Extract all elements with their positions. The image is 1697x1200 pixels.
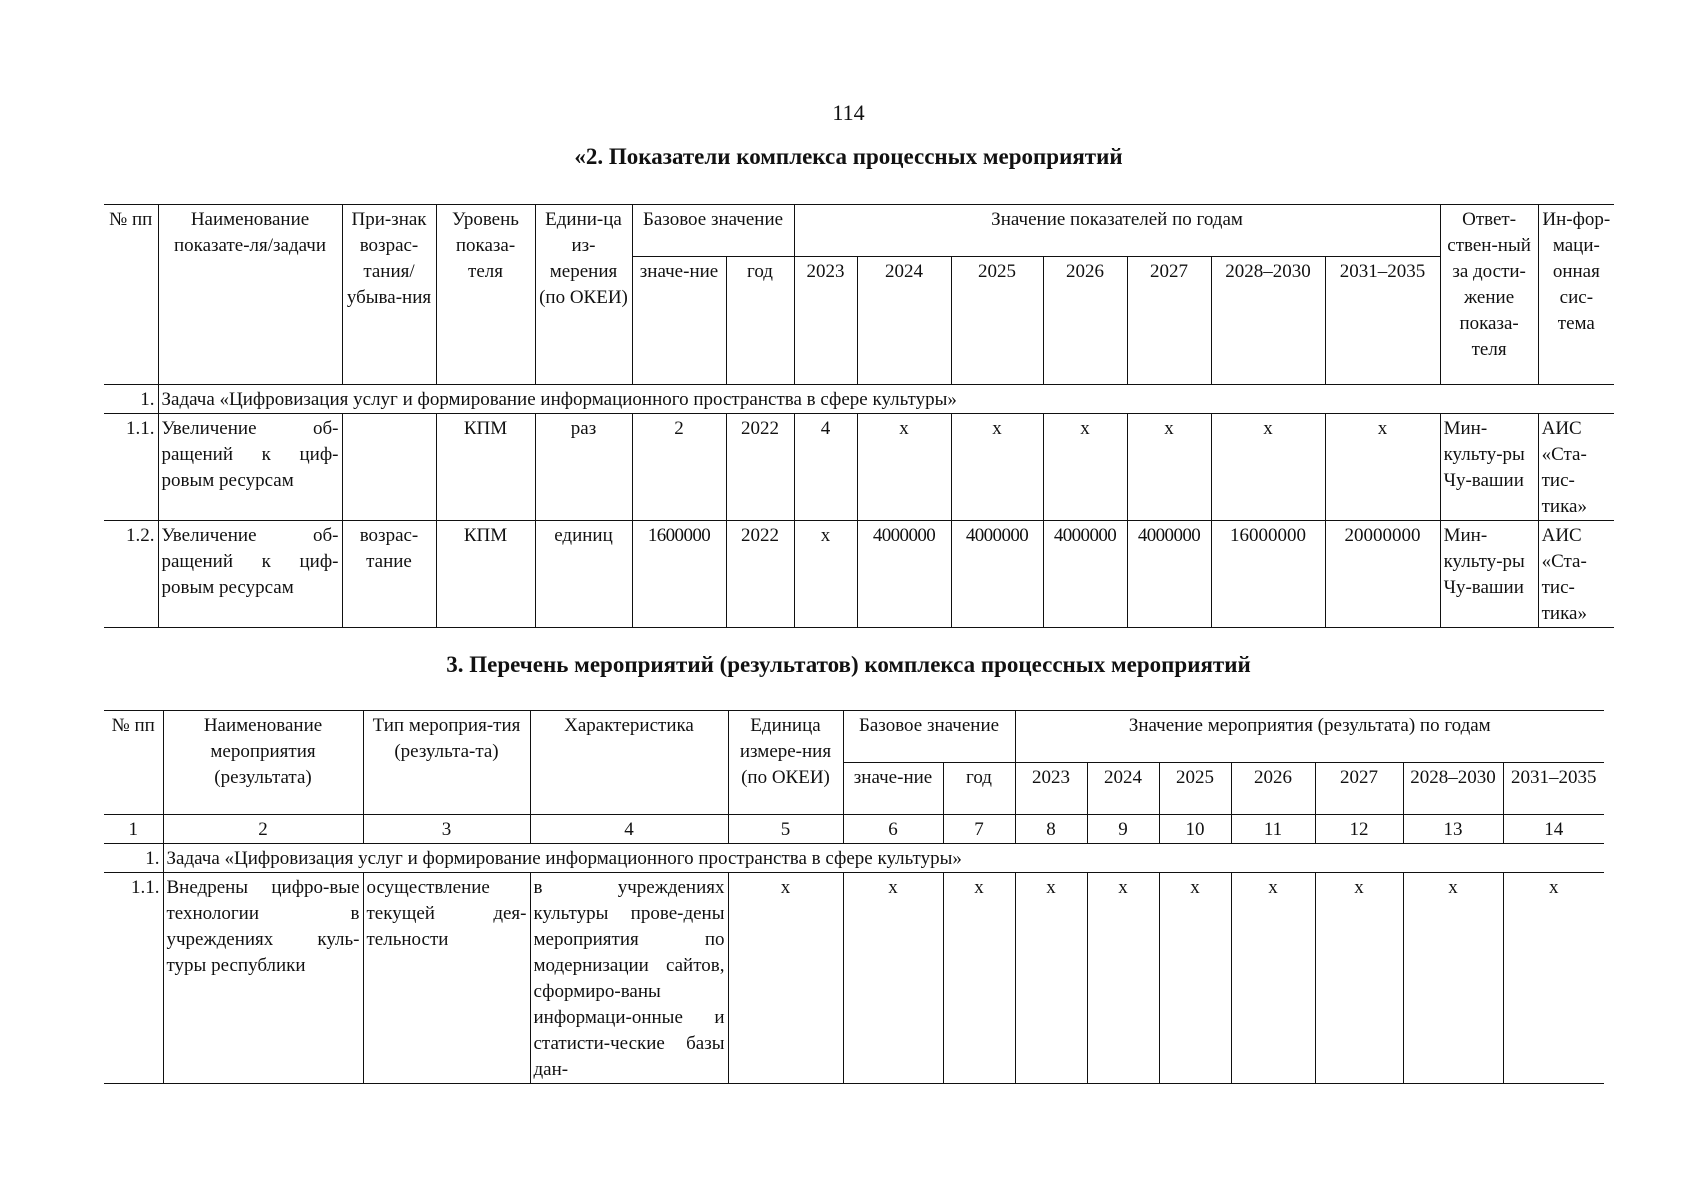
row-value: х (857, 414, 951, 521)
header-base-year: год (726, 257, 794, 385)
column-numbers-row (104, 815, 1604, 844)
row-base-year: 2022 (726, 414, 794, 521)
row-name: Увеличение об-ращений к циф-ровым ресурсам (158, 521, 342, 628)
row-value: х (1403, 873, 1503, 1084)
header-year: 2027 (1315, 763, 1403, 815)
task-row (104, 385, 1614, 414)
table-header-row (104, 711, 1604, 763)
column-number: 8 (1015, 815, 1087, 844)
table-row (104, 414, 1614, 521)
header-year: 2031–2035 (1325, 257, 1440, 385)
header-years-group: Значение мероприятия (результата) по годам (1015, 711, 1604, 763)
row-value: х (951, 414, 1043, 521)
row-characteristic: в учреждениях культуры прове-дены мероприятия по модернизации сайтов, сформиро-ваны информаци-онные и статисти-ческие базы дан- (530, 873, 728, 1084)
header-characteristic: Характеристика (530, 711, 728, 815)
section-2-title: «2. Показатели комплекса процессных мероприятий (574, 144, 1123, 169)
row-unit: х (728, 873, 843, 1084)
row-value: х (1159, 873, 1231, 1084)
task-num: 1. (104, 385, 158, 414)
row-value: 4000000 (1127, 521, 1211, 628)
column-number: 9 (1087, 815, 1159, 844)
row-level: КПМ (436, 521, 535, 628)
column-number: 6 (843, 815, 943, 844)
row-base-year: х (943, 873, 1015, 1084)
table-row (104, 521, 1614, 628)
header-year: 2028–2030 (1211, 257, 1325, 385)
row-value: 4000000 (857, 521, 951, 628)
row-value: 4000000 (1043, 521, 1127, 628)
header-base: Базовое значение (843, 711, 1015, 763)
header-base-value: значе-ние (632, 257, 726, 385)
activities-table (104, 710, 1604, 1084)
row-unit: раз (535, 414, 632, 521)
header-num: № пп (104, 205, 158, 385)
task-text: Задача «Цифровизация услуг и формирование информационного пространства в сфере культуры» (163, 844, 1604, 873)
header-year: 2026 (1043, 257, 1127, 385)
section-3-title: 3. Перечень мероприятий (результатов) комплекса процессных мероприятий (446, 652, 1251, 677)
row-value: х (1503, 873, 1604, 1084)
row-type: осуществление текущей дея-тельности (363, 873, 530, 1084)
header-responsible: Ответ-ствен-ный за дости-жение показа-теля (1440, 205, 1538, 385)
row-value: х (1087, 873, 1159, 1084)
row-level: КПМ (436, 414, 535, 521)
row-base-year: 2022 (726, 521, 794, 628)
row-value: х (1315, 873, 1403, 1084)
column-number: 7 (943, 815, 1015, 844)
row-sign: возрас-тание (342, 521, 436, 628)
header-year: 2031–2035 (1503, 763, 1604, 815)
row-info: АИС «Ста-тис-тика» (1538, 521, 1614, 628)
header-unit: Едини-ца из-мерения (по ОКЕИ) (535, 205, 632, 385)
column-number: 4 (530, 815, 728, 844)
column-number: 3 (363, 815, 530, 844)
row-value: х (1325, 414, 1440, 521)
row-base-value: 2 (632, 414, 726, 521)
header-year: 2025 (1159, 763, 1231, 815)
header-sign: При-знак возрас-тания/ убыва-ния (342, 205, 436, 385)
header-unit: Единица измере-ния (по ОКЕИ) (728, 711, 843, 815)
row-num: 1.2. (104, 521, 158, 628)
row-value: х (794, 521, 857, 628)
row-num: 1.1. (104, 873, 163, 1084)
column-number: 2 (163, 815, 363, 844)
row-unit: единиц (535, 521, 632, 628)
row-num: 1.1. (104, 414, 158, 521)
row-value: х (1127, 414, 1211, 521)
header-year: 2023 (794, 257, 857, 385)
row-responsible: Мин-культу-ры Чу-вашии (1440, 521, 1538, 628)
row-sign (342, 414, 436, 521)
task-row (104, 844, 1604, 873)
header-name: Наименование мероприятия (результата) (163, 711, 363, 815)
column-number: 10 (1159, 815, 1231, 844)
header-base-year: год (943, 763, 1015, 815)
row-value: 20000000 (1325, 521, 1440, 628)
row-value: 4000000 (951, 521, 1043, 628)
task-num: 1. (104, 844, 163, 873)
column-number: 12 (1315, 815, 1403, 844)
header-year: 2023 (1015, 763, 1087, 815)
header-base-value: значе-ние (843, 763, 943, 815)
row-value: х (1211, 414, 1325, 521)
column-number: 5 (728, 815, 843, 844)
row-value: х (1043, 414, 1127, 521)
header-name: Наименование показате-ля/задачи (158, 205, 342, 385)
row-name: Внедрены цифро-вые технологии в учреждениях куль-туры республики (163, 873, 363, 1084)
header-num: № пп (104, 711, 163, 815)
header-year: 2024 (857, 257, 951, 385)
row-value: 4 (794, 414, 857, 521)
column-number: 14 (1503, 815, 1604, 844)
column-number: 1 (104, 815, 163, 844)
page-number: 114 (832, 100, 865, 125)
row-base-value: 1600000 (632, 521, 726, 628)
column-number: 11 (1231, 815, 1315, 844)
row-responsible: Мин-культу-ры Чу-вашии (1440, 414, 1538, 521)
indicators-table (104, 204, 1614, 628)
row-info: АИС «Ста-тис-тика» (1538, 414, 1614, 521)
header-year: 2026 (1231, 763, 1315, 815)
header-type: Тип мероприя-тия (результа-та) (363, 711, 530, 815)
row-base-value: х (843, 873, 943, 1084)
table-header-row (104, 205, 1614, 257)
header-year: 2024 (1087, 763, 1159, 815)
header-year: 2027 (1127, 257, 1211, 385)
header-info: Ин-фор-маци-онная сис-тема (1538, 205, 1614, 385)
column-number: 13 (1403, 815, 1503, 844)
row-value: 16000000 (1211, 521, 1325, 628)
header-level: Уровень показа-теля (436, 205, 535, 385)
header-years-group: Значение показателей по годам (794, 205, 1440, 257)
table-row (104, 873, 1604, 1084)
header-year: 2025 (951, 257, 1043, 385)
header-year: 2028–2030 (1403, 763, 1503, 815)
row-value: х (1015, 873, 1087, 1084)
header-base: Базовое значение (632, 205, 794, 257)
row-name: Увеличение об-ращений к циф-ровым ресурсам (158, 414, 342, 521)
task-text: Задача «Цифровизация услуг и формирование информационного пространства в сфере культуры» (158, 385, 1614, 414)
row-value: х (1231, 873, 1315, 1084)
